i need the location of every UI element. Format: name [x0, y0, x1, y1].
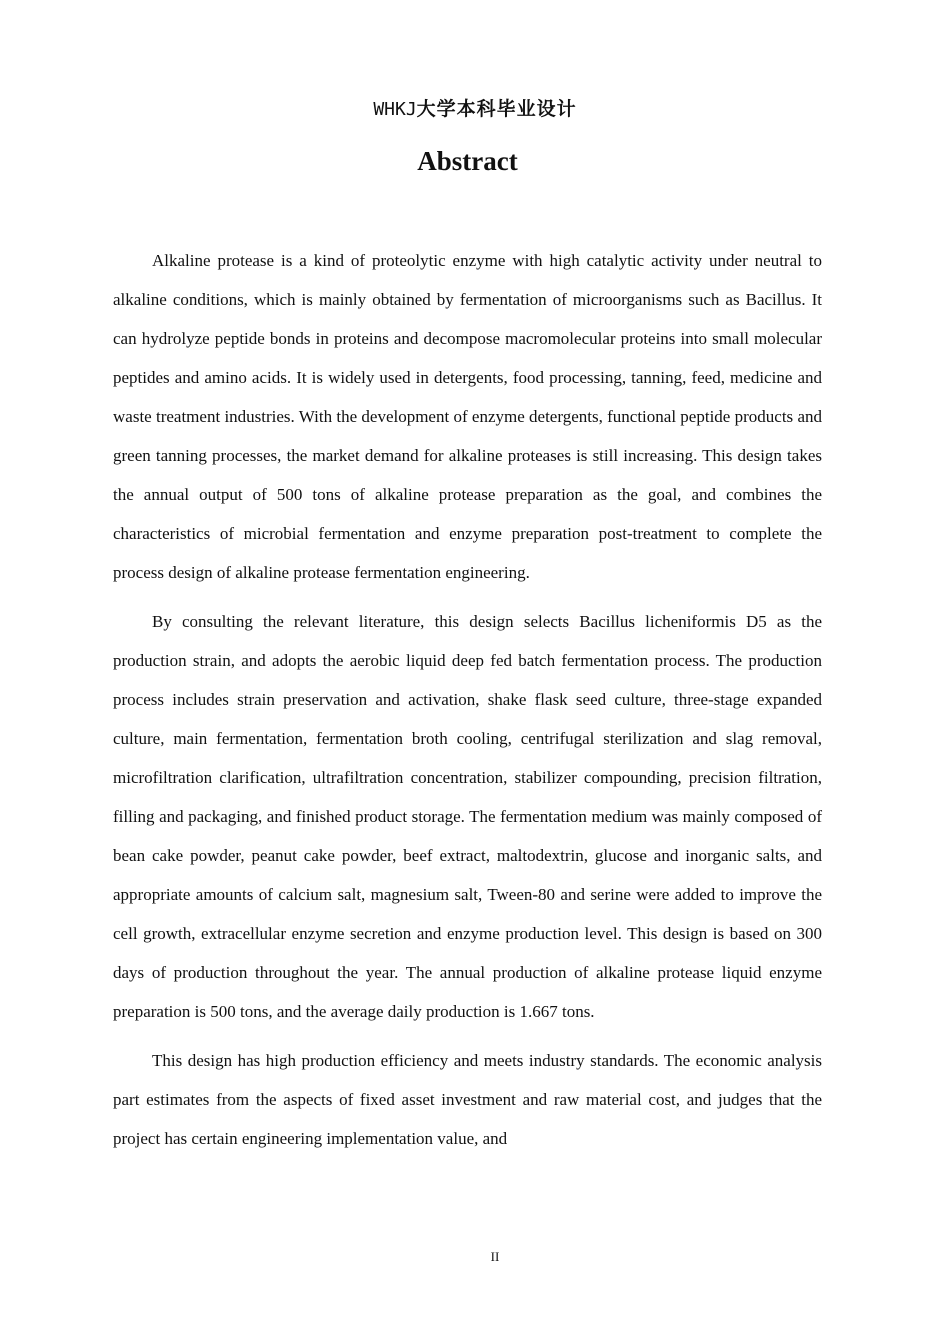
header-institution-code: WHKJ [373, 99, 417, 120]
abstract-paragraph-2: By consulting the relevant literature, this design selects Bacillus licheniformis D5 as the production strain, and adopts the aerobic liquid deep fed batch fermentation process. The production process includes strain preservation and activation, shake flask seed culture, three-stage expanded culture, main fermentation, fermentation broth cooling, centrifugal sterilization and slag removal, microfiltration clarification, ultrafiltration concentration, stabilizer compounding, precision filtration, filling and packaging, and finished product storage. The fermentation medium was mainly composed of bean cake powder, peanut cake powder, beef extract, maltodextrin, glucose and inorganic salts, and appropriate amounts of calcium salt, magnesium salt, Tween-80 and serine were added to improve the cell growth, extracellular enzyme secretion and enzyme production level. This design is based on 300 days of production throughout the year. The annual production of alkaline protease liquid enzyme preparation is 500 tons, and the average daily production is 1.667 tons. [113, 612, 822, 1021]
abstract-paragraph-3: This design has high production efficiency and meets industry standards. The economic analysis part estimates from the aspects of fixed asset investment and raw material cost, and judges that the project has certain engineering implementation value, and [113, 1051, 822, 1148]
page-title: Abstract [417, 146, 518, 176]
running-header [0, 94, 950, 121]
page-number: II [490, 1249, 500, 1264]
abstract-paragraph-1: Alkaline protease is a kind of proteolytic enzyme with high catalytic activity under neutral to alkaline conditions, which is mainly obtained by fermentation of microorganisms such as Bacillus. It can hydrolyze peptide bonds in proteins and decompose macromolecular proteins into small molecular peptides and amino acids. It is widely used in detergents, food processing, tanning, feed, medicine and waste treatment industries. With the development of enzyme detergents, functional peptide products and green tanning processes, the market demand for alkaline proteases is still increasing. This design takes the annual output of 500 tons of alkaline protease preparation as the goal, and combines the characteristics of microbial fermentation and enzyme preparation post-treatment to complete the process design of alkaline protease fermentation engineering. [113, 251, 822, 582]
abstract-body [113, 241, 822, 1168]
header-document-type: 大学本科毕业设计 [416, 98, 577, 120]
